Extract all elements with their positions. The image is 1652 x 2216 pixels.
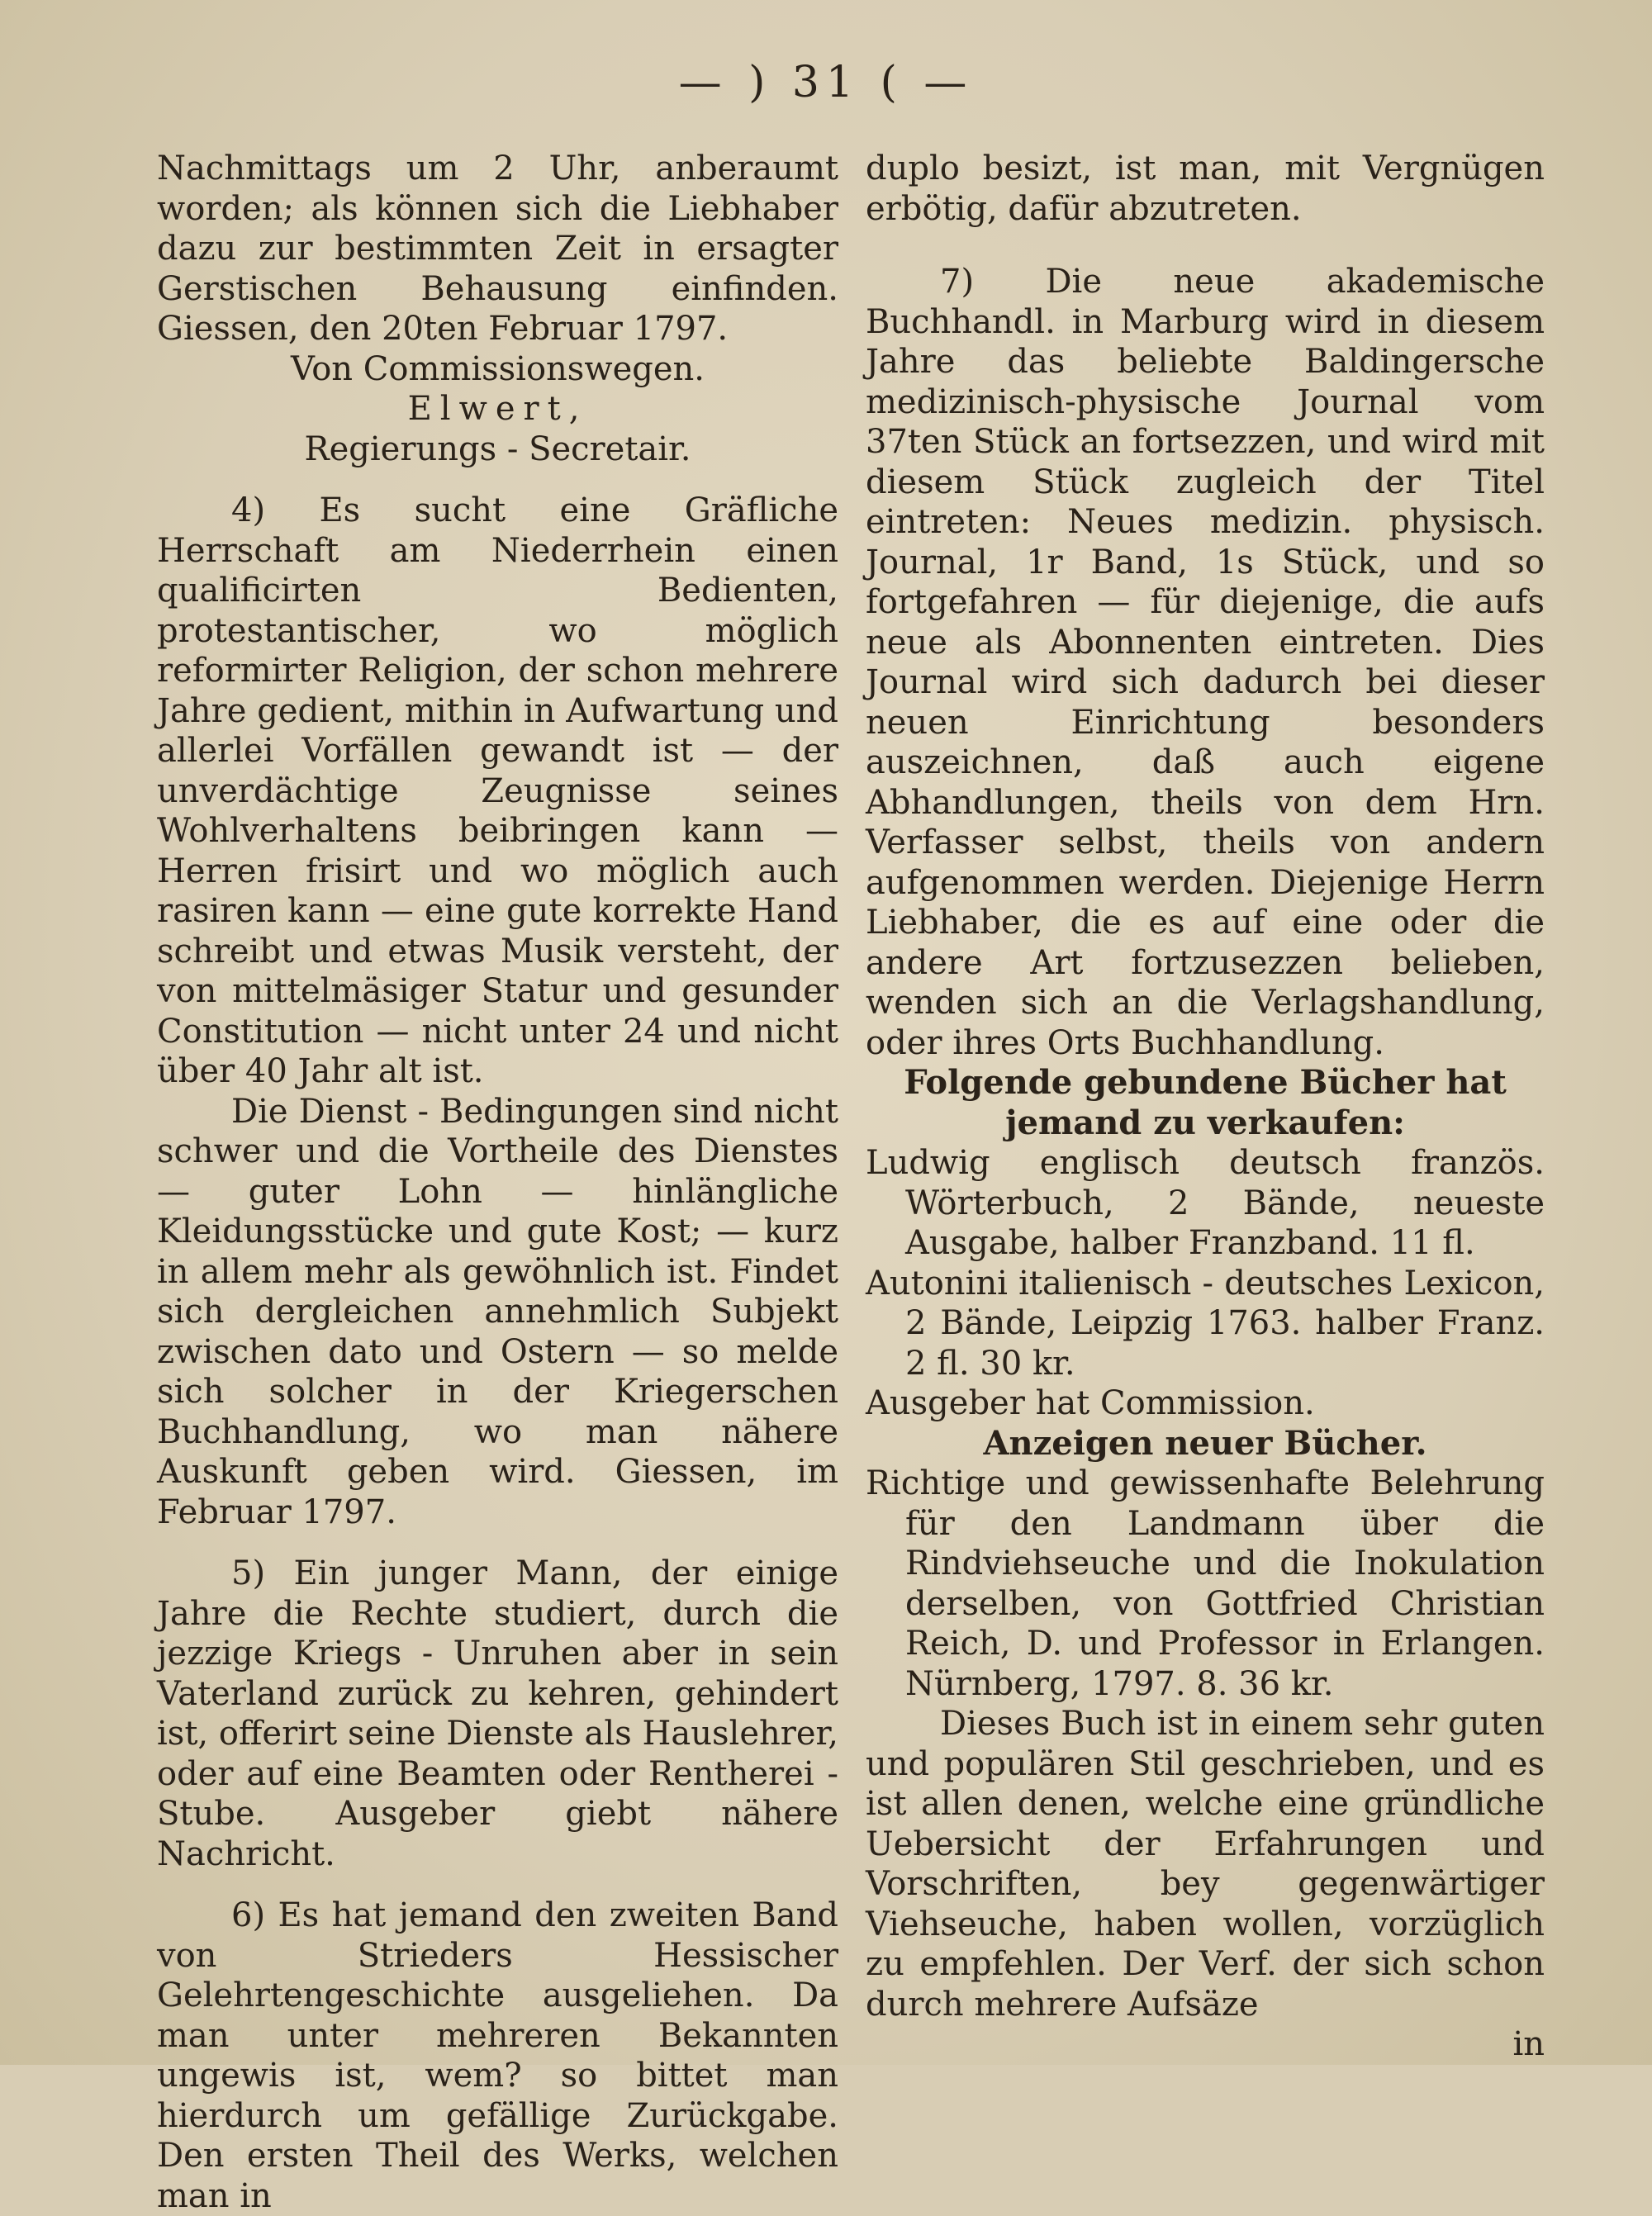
books-for-sale-heading: Folgende gebundene Bücher hat jemand zu verkaufen: [904,1063,1507,1142]
book-for-sale-item: Ludwig englisch deutsch französ. Wörterbuch, 2 Bände, neueste Ausgabe, halber Franzband. 11 fl. [866,1144,1545,1262]
notice-auction-continuation: Nachmittags um 2 Uhr, anberaumt worden; als können sich die Liebhaber dazu zur bestimmten Zeit in ersagter Gerstischen Behausung einfinden. Giessen, den 20ten Februar 1797. [157,149,838,348]
catchword: in [1512,2025,1545,2063]
notice-signature-title: Regierungs - Secretair. [304,429,691,468]
notice-4-servant-wanted: 4) Es sucht eine Gräfliche Herrschaft am Niederrhein einen qualificirten Bedienten, protestantischer, wo möglich reformirter Religion, der schon mehrere Jahre gedient, mithin in Aufwartung und allerlei Vorfällen gewandt ist — der unverdächtige Zeugnisse seines Wohlverhaltens beibringen kann — Herren frisirt und wo möglich auch rasiren kann — eine gute korrekte Hand schreibt und etwas Musik versteht, der von mittelmäsiger Statur und gesunder Constitution — nicht unter 24 und nicht über 40 Jahr alt ist. [157,491,838,1090]
book-for-sale-item: Autonini italienisch - deutsches Lexicon, 2 Bände, Leipzig 1763. halber Franz. 2 fl. 30 kr. [866,1264,1545,1383]
notice-7-journal: 7) Die neue akademische Buchhandl. in Marburg wird in diesem Jahre das beliebte Baldingersche medizinisch-physische Journal vom 37ten Stück an fortsezzen, und wird mit diesem Stück zugleich der Titel eintreten: Neues medizin. physisch. Journal, 1r Band, 1s Stück, und so fortgefahren — für diejenige, die aufs neue als Abonnenten eintreten. Dies Journal wird sich dadurch bei dieser neuen Einrichtung besonders auszeichnen, daß auch eigene Abhandlungen, theils von dem Hrn. Verfasser selbst, theils von andern aufgenommen werden. Diejenige Herrn Liebhaber, die es auf eine oder die andere Art fortzusezzen belieben, wenden sich an die Verlagshandlung, oder ihres Orts Buchhandlung. [866,263,1545,1062]
notice-6-book-return: 6) Es hat jemand den zweiten Band von Strieders Hessischer Gelehrtengeschichte ausgeliehen. Da man unter mehreren Bekannten ungewis ist, wem? so bittet man hierdurch um gefällige Zurückgabe. Den ersten Theil des Werks, welchen man in [157,1896,838,2215]
notice-6-continuation: duplo besizt, ist man, mit Vergnügen erbötig, dafür abzutreten. [866,149,1545,228]
notice-signature-authority: Von Commissionswegen. [291,349,705,388]
new-books-heading: Anzeigen neuer Bücher. [983,1423,1427,1463]
new-book-review: Dieses Buch ist in einem sehr guten und populären Stil geschrieben, und es ist allen denen, welche eine gründliche Uebersicht der Erfahrungen und Vorschriften, bey gegenwärtiger Viehseuche, haben wollen, vorzüglich zu empfehlen. Der Verf. der sich schon durch mehrere Aufsäze [866,1705,1545,2024]
new-book-entry: Richtige und gewissenhafte Belehrung für den Landmann über die Rindviehseuche und die Inokulation derselben, von Gottfried Christian Reich, D. und Professor in Erlangen. Nürnberg, 1797. 8. 36 kr. [866,1464,1545,1703]
notice-5-tutor-offer: 5) Ein junger Mann, der einige Jahre die Rechte studiert, durch die jezzige Kriegs - Unruhen aber in sein Vaterland zurück zu kehren, gehindert ist, offerirt seine Dienste als Hauslehrer, oder auf eine Beamten oder Rentherei - Stube. Ausgeber giebt nähere Nachricht. [157,1554,838,1873]
notice-4-conditions: Die Dienst - Bedingungen sind nicht schwer und die Vortheile des Dienstes — guter Lohn — hinlängliche Kleidungsstücke und gute Kost; — kurz in allem mehr als gewöhnlich ist. Findet sich dergleichen annehmlich Subjekt zwischen dato und Ostern — so melde sich solcher in der Kriegerschen Buchhandlung, wo man nähere Auskunft geben wird. Giessen, im Februar 1797. [157,1092,838,1531]
notice-signature-name: Elwert, [407,390,588,428]
right-column [866,149,1545,2065]
book-for-sale-note: Ausgeber hat Commission. [866,1384,1315,1422]
left-column [157,149,838,2216]
page-number-header: — ) 31 ( — [678,58,974,107]
